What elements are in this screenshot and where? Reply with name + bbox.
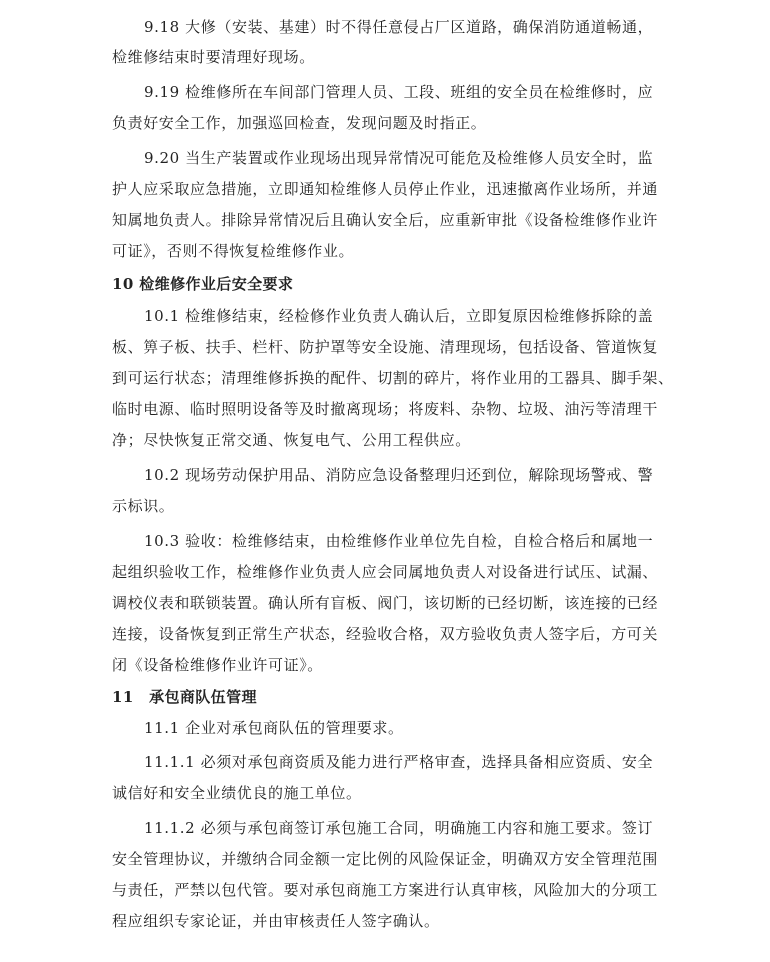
text-line: 检维修结束时要清理好现场。	[112, 48, 315, 66]
text-line: 到可运行状态；清理维修拆换的配件、切割的碎片，将作业用的工器具、脚手架、	[112, 369, 674, 387]
text-line: 9.18 大修（安装、基建）时不得任意侵占厂区道路，确保消防通道畅通，	[144, 18, 654, 36]
section-heading: 10 检维修作业后安全要求	[112, 275, 294, 293]
text-line: 9.20 当生产装置或作业现场出现异常情况可能危及检维修人员安全时，监	[144, 149, 654, 167]
text-line: 10.2 现场劳动保护用品、消防应急设备整理归还到位，解除现场警戒、警	[144, 466, 654, 484]
text-line: 护人应采取应急措施，立即通知检维修人员停止作业，迅速撤离作业场所，并通	[112, 180, 659, 198]
text-line: 10.1 检维修结束，经检修作业负责人确认后，立即复原因检维修拆除的盖	[144, 307, 654, 325]
text-line: 11.1 企业对承包商队伍的管理要求。	[144, 719, 404, 737]
text-line: 安全管理协议，并缴纳合同金额一定比例的风险保证金，明确双方安全管理范围	[112, 850, 659, 868]
text-line: 起组织验收工作，检维修作业负责人应会同属地负责人对设备进行试压、试漏、	[112, 563, 659, 581]
section-heading: 11 承包商队伍管理	[112, 688, 257, 706]
text-line: 连接，设备恢复到正常生产状态，经验收合格，双方验收负责人签字后，方可关	[112, 625, 659, 643]
text-line: 10.3 验收：检维修结束，由检维修作业单位先自检，自检合格后和属地一	[144, 532, 654, 550]
text-line: 板、箅子板、扶手、栏杆、防护罩等安全设施、清理现场，包括设备、管道恢复	[112, 338, 659, 356]
text-line: 可证》，否则不得恢复检维修作业。	[112, 242, 355, 260]
text-line: 与责任，严禁以包代管。要对承包商施工方案进行认真审核，风险加大的分项工	[112, 881, 659, 899]
text-line: 11.1.2 必须与承包商签订承包施工合同，明确施工内容和施工要求。签订	[144, 819, 654, 837]
text-line: 示标识。	[112, 497, 175, 515]
text-line: 净；尽快恢复正常交通、恢复电气、公用工程供应。	[112, 431, 471, 449]
text-line: 程应组织专家论证，并由审核责任人签字确认。	[112, 912, 440, 930]
text-line: 9.19 检维修所在车间部门管理人员、工段、班组的安全员在检维修时，应	[144, 83, 654, 101]
text-line: 闭《设备检维修作业许可证》。	[112, 656, 323, 674]
text-line: 临时电源、临时照明设备等及时撤离现场；将废料、杂物、垃圾、油污等清理干	[112, 400, 659, 418]
text-line: 负责好安全工作，加强巡回检查，发现问题及时指正。	[112, 114, 487, 132]
text-line: 诚信好和安全业绩优良的施工单位。	[112, 784, 362, 802]
text-line: 知属地负责人。排除异常情况后且确认安全后，应重新审批《设备检维修作业许	[112, 211, 659, 229]
text-line: 11.1.1 必须对承包商资质及能力进行严格审查，选择具备相应资质、安全	[144, 753, 654, 771]
text-line: 调校仪表和联锁装置。确认所有盲板、阀门，该切断的已经切断，该连接的已经	[112, 594, 659, 612]
